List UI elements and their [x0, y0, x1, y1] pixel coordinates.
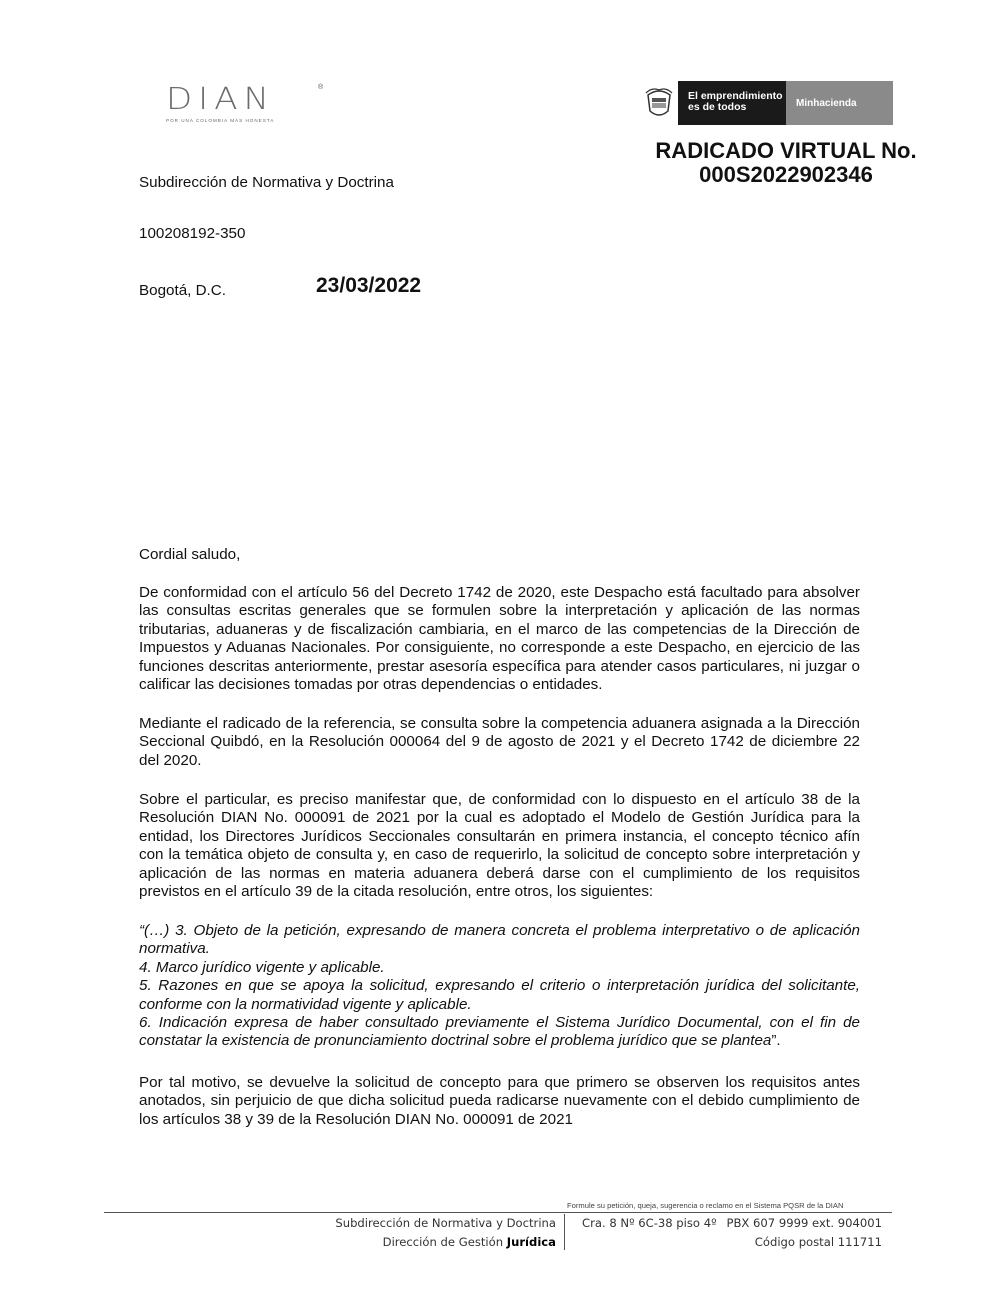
city: Bogotá, D.C. — [139, 282, 226, 299]
radicado-title: RADICADO VIRTUAL No. — [655, 138, 917, 163]
footer-direction-bold: Jurídica — [506, 1235, 556, 1249]
footer-office: Subdirección de Normativa y Doctrina — [335, 1216, 556, 1230]
quoted-requirements — [139, 922, 860, 1051]
government-logo — [640, 81, 893, 125]
footer-phone: PBX 607 9999 ext. 904001 — [726, 1216, 882, 1230]
footer-direction: Dirección de Gestión — [382, 1235, 507, 1249]
footer-postal: Código postal 111711 — [754, 1235, 882, 1249]
quote-close: ”. — [771, 1032, 781, 1050]
gov-slogan-line2: es de todos — [688, 101, 747, 113]
coat-of-arms-icon — [640, 81, 678, 125]
dian-logo-text: DIAN — [166, 81, 275, 118]
paragraph-2: Mediante el radicado de la referencia, se consulta sobre la competencia aduanera asignada a la Dirección Seccional Quibdó, en la Resolución 000064 del 9 de agosto de 2021 y el Decreto 1742 de diciembre 22 del 2020. — [139, 715, 860, 769]
dian-logo-tagline: POR UNA COLOMBIA MÁS HONESTA — [166, 118, 275, 123]
footer-vertical-divider — [564, 1214, 565, 1250]
registered-mark-icon: ® — [318, 84, 324, 91]
footer-right — [582, 1216, 882, 1249]
gov-slogan-line1: El emprendimiento — [688, 90, 783, 102]
paragraph-1: De conformidad con el artículo 56 del Decreto 1742 de 2020, este Despacho está facultado para absolver las consultas escritas generales que se formulen sobre la interpretación y aplicación de las normas tributarias, aduaneras y de fiscalización cambiaria, en el marco de las competencias de la Dirección de Impuestos y Aduanas Nacionales. Por consiguiente, no corresponde a este Despacho, en ejercicio de las funciones descritas anteriormente, prestar asesoría específica para atender casos particulares, ni juzgar o calificar las decisiones tomadas por otras dependencias o entidades. — [139, 584, 860, 694]
paragraph-4: Por tal motivo, se devuelve la solicitud de concepto para que primero se observen los requisitos antes anotados, sin perjuicio de que dicha solicitud pueda radicarse nuevamente con el debido cumplimiento de los artículos 38 y 39 de la Resolución DIAN No. 000091 de 2021 — [139, 1074, 860, 1128]
paragraph-3: Sobre el particular, es preciso manifestar que, de conformidad con lo dispuesto en el artículo 38 de la Resolución DIAN No. 000091 de 2021 por la cual es adoptado el Modelo de Gestión Jurídica para la entidad, los Directores Jurídicos Seccionales consultarán en primera instancia, el concepto técnico afín con la temática objeto de consulta y, en caso de requerirlo, la solicitud de concepto sobre interpretación y aplicación de las normas en materia aduanera deberá darse con el cumplimiento de los requisitos previstos en el artículo 39 de la citada resolución, entre otros, los siguientes: — [139, 791, 860, 901]
ministry-label: Minhacienda — [786, 81, 893, 125]
requirement-6: 6. Indicación expresa de haber consultado previamente el Sistema Jurídico Documental, con el fin de constatar la existencia de pronunciamiento doctrinal sobre el problema jurídico que se plantea — [139, 1014, 860, 1050]
reference-number: 100208192-350 — [139, 225, 246, 242]
greeting: Cordial saludo, — [139, 546, 241, 563]
pqsr-note: Formule su petición, queja, sugerencia o reclamo en el Sistema PQSR de la DIAN — [567, 1201, 844, 1210]
footer-divider — [104, 1212, 892, 1213]
requirement-5: 5. Razones en que se apoya la solicitud, expresando el criterio o interpretación jurídica del solicitante, conforme con la normatividad vigente y aplicable. — [139, 977, 860, 1013]
requirement-4: 4. Marco jurídico vigente y aplicable. — [139, 958, 385, 976]
footer-address: Cra. 8 Nº 6C-38 piso 4º — [582, 1216, 717, 1230]
requirement-3: “(…) 3. Objeto de la petición, expresando de manera concreta el problema interpretativo o de aplicación normativa. — [139, 922, 860, 958]
radicado-number — [640, 139, 932, 187]
footer-left — [335, 1216, 556, 1249]
letter-date: 23/03/2022 — [316, 274, 422, 297]
radicado-code: 000S2022902346 — [699, 162, 873, 187]
office-name: Subdirección de Normativa y Doctrina — [139, 174, 394, 191]
dian-logo — [166, 81, 326, 128]
gov-slogan — [678, 81, 786, 125]
